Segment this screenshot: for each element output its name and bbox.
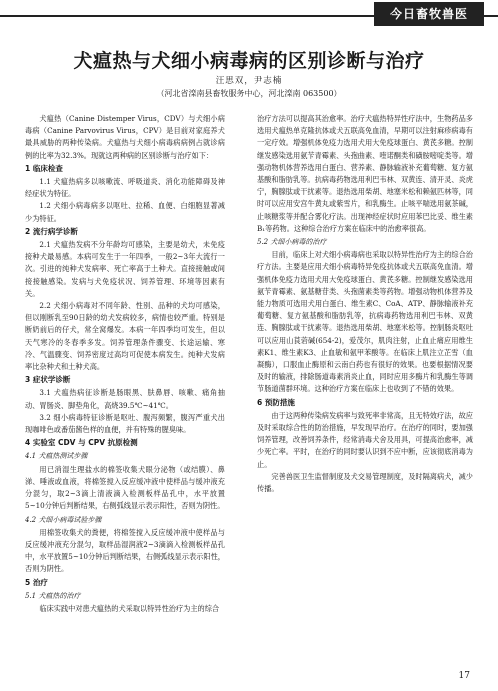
paragraph: 3.2 细小病毒特征诊断是呕吐、腹泻频繁，腹泻严重犬出现咖啡色或番茄酱色样的血便，并有特殊的腥臭味。: [25, 412, 225, 435]
paragraph: 2.1 犬瘟热发病不分年龄均可感染，主要是幼犬，未免疫接种犬最易感。本病可发生于一年四季，一般2~3年大流行一次。引进的纯种犬发病率、死亡率高于土种犬。直接接触或间接接触感染。发病与犬免疫状况、饲养管理、环境等因素有关。: [25, 240, 225, 298]
section-heading: 6 预防措施: [257, 397, 295, 407]
section-heading: 5 治疗: [25, 577, 48, 587]
subsection-heading: 5.1 犬瘟热的治疗: [25, 591, 81, 600]
paragraph: 1.2 犬细小病毒病多以呕吐、拉稀、血便、白细胞显著减少为特征。: [25, 201, 225, 223]
paragraph: 治疗方法可以提高其治愈率。治疗犬瘟热特异性疗法中，生物药品多选用犬瘟热单克隆抗体或犬五联高免血清，早期可以注射麻疹病毒有一定疗效。增强机体免疫力选用犬用大免疫球蛋白、黄芪多糖。控制继发感染选用氨苄青霉素、头孢曲素、喹诺酮类和磺胺嘧啶类等。增强动物机体营养选用白蛋白、营养素、静脉输液补充葡萄糖、复方氨基酸和脂肪乳等。抗病毒药物选用利巴韦林、双黄连、清开灵、炎虎宁，胸腺肽或干扰素等。退热选用柴胡、地塞米松和赖氨匹林等，同时可以应用安宫牛黄丸或紫雪片，和乳酶生。止咳平喘选用氨茶碱，止咳糖浆等并配合雾化疗法。出现神经症状时应用苯巴比妥、维生素B₁等药物。这种综合治疗方案在临床中的治愈率很高。: [257, 114, 473, 233]
page-number: 17: [458, 671, 470, 681]
subsection-heading: 4.1 犬瘟热测试步骤: [25, 452, 88, 461]
paragraph: 3.1 犬瘟热病征诊断是肠眼黑、肤鼻唇、咳嗽、痛角抽动、胃肠炎、脚垫角化，高烧39.5℃~41℃。: [25, 388, 225, 410]
paragraph: 目前，临床上对犬细小病毒病也采取以特异性治疗为主的综合治疗方法。主要是应用犬细小病毒特异免疫抗体或犬五联高免血清。增强机体免疫力选用犬用大免疫球蛋白、黄芪多糖。控制继发感染选用氨苄青霉素、氨基糖苷类、头孢菌素类等药物。增强动物机体营养及能力物质可选用犬用白蛋白、维生素C、CoA、ATP、静脉输液补充葡萄糖、复方氨基酸和脂肪乳等，抗病毒药物选用利巴韦林、双黄连、胸腺肽或干扰素等。退热选用柴胡、地塞米松等。控制肠炎呕吐可以应用山莨菪碱(654-2)，爱茂尔，肌肉注射，止血止痛应用维生素K1、维生素K3、止血敏和氨甲苯酸等。在临床上肌注立芷雪（血凝酶），口服血止酶原和云南白药也有很好的效果。也要根据情况要及时的输液，排除肠道毒素消炎止血，同时应用多酶片和乳酶生等调节肠道菌群环境。这种治疗方案在临床上也收到了不错的效果。: [257, 250, 473, 394]
section-heading: 2 流行病学诊断: [25, 226, 78, 236]
paragraph: 完善兽医卫生监督制度及犬交易管理制度，及时隔离病犬，减少传播。: [257, 471, 473, 494]
paragraph: 1.1 犬瘟热病多以咳嗽流、呼吸道炎、消化功能障碍及神经症状为特征。: [25, 177, 225, 199]
section-heading: 1 临床检查: [25, 163, 63, 173]
paragraph: 临床实践中对患犬瘟热的犬采取以特异性治疗为主的综合: [39, 603, 220, 613]
article-affiliation: （河北省滦南县畜牧服务中心，河北滦南 063500）: [156, 89, 342, 98]
article-title: 犬瘟热与犬细小病毒病的区别诊断与治疗: [73, 50, 425, 72]
paragraph: 2.2 犬细小病毒对不同年龄、性别、品种的犬均可感染，但以刚断乳至90日龄的幼犬发病较多，病情也较严重。特别是断奶前后的仔犬，常全窝爆发。本病一年四季均可发生，但以天气寒冷的冬春季多发。饲养管理条件骤变、长途运输、寒冷、气温骤变、饲养密度过高均可促使本病发生。纯种犬发病率比杂种犬和土种犬高。: [25, 301, 225, 372]
article-authors: 汪思双，尹志楠: [215, 76, 283, 86]
section-heading: 3 症状学诊断: [25, 375, 71, 385]
subsection-heading: 4.2 犬细小病毒试验步骤: [25, 515, 102, 524]
paragraph: 用棉签收集犬的粪便，将棉签搅入反应缓冲液中使样品与反应缓冲液充分混匀，取样品湿润液2~3滴滴入检测板样品孔中，水平放置5~10分钟后判断结果，右侧弧线显示表示阳性，否则为阴性。: [25, 527, 225, 574]
intro-paragraph: 犬瘟热（Canine Distemper Virus，CDV）与犬细小病毒病（Canine Parvovirus Virus，CPV）是目前对家庭养犬最具威胁的两种传染病。犬瘟热与犬细小病毒病病例占就诊病例的比率为32.3%。现就这两种病的区别诊断与治疗如下：: [25, 114, 225, 160]
subsection-heading: 5.2 犬细小病毒的治疗: [257, 238, 327, 247]
paragraph: 用已消湿生理盐水的棉签收集犬眼分泌物（或结膜）、鼻涕、唾液或血液，将棉签搅入反应缓冲液中使样品与缓冲液充分混匀，取2~3滴上清液滴入检测板样品孔中，水平放置5~10分钟后判断结果，右侧弧线显示表示阳性，否则为阴性。: [25, 464, 225, 511]
left-column: [25, 113, 225, 615]
section-heading: 4 实验室 CDV 与 CPV 抗原检测: [25, 438, 138, 448]
journal-name: 今日畜牧兽医: [374, 2, 484, 26]
paragraph: 由于这两种传染病发病率与致死率非常高，且无特效疗法，故应及时采取综合性的防治措施，早发现早治疗。在治疗的同时，要加强饲养管理，改善饲养条件，经常消毒犬舍及用具，可提高治愈率，减少死亡率。平时，在治疗的同时要认识到不应中断，应该彻底消毒为止。: [257, 410, 473, 469]
right-column: [257, 113, 473, 495]
